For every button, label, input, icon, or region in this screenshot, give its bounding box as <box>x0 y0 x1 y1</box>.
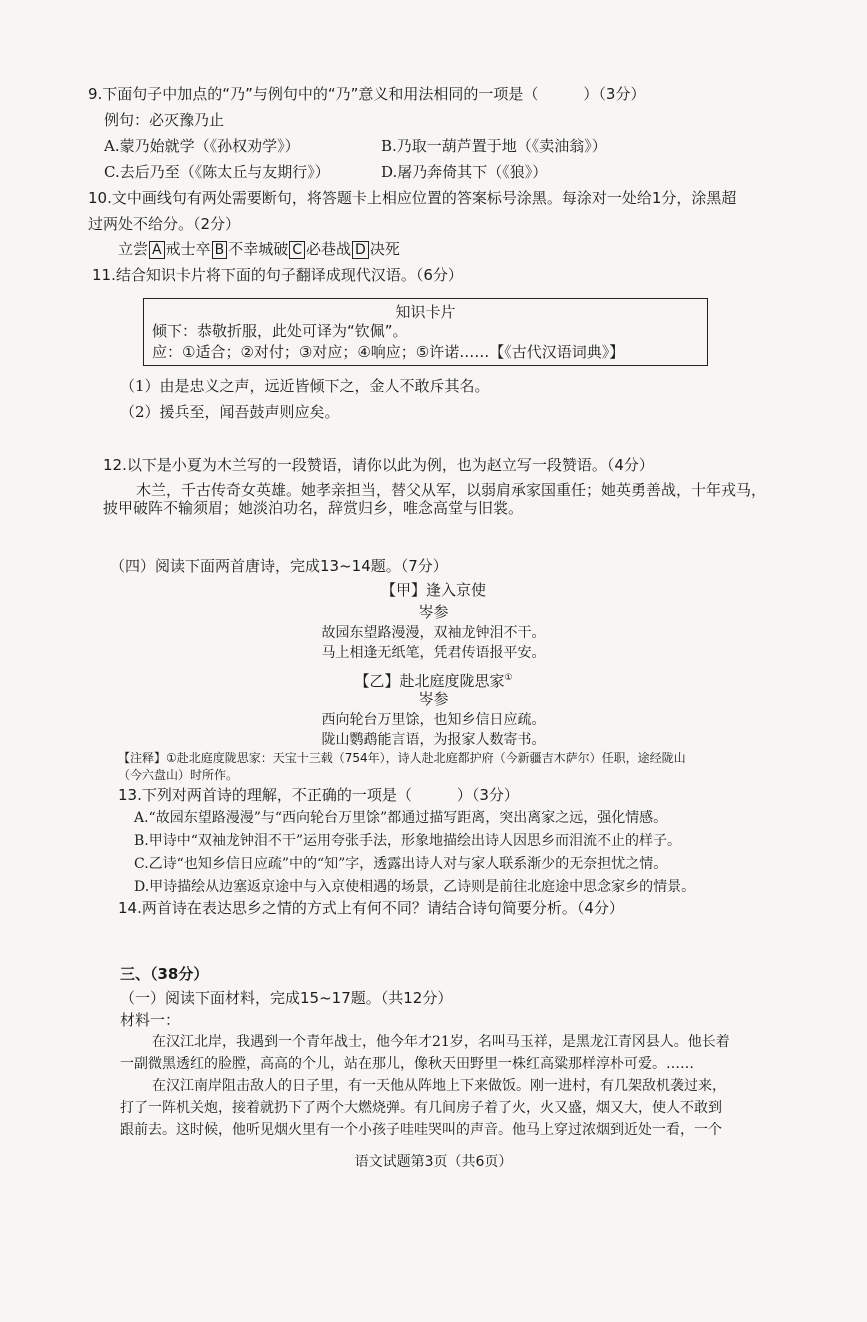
poem1-line-1: 故园东望路漫漫，双袖龙钟泪不干。 <box>321 625 546 641</box>
material-p1-line-1: 在汉江北岸，我遇到一个青年战士，他今年才21岁，名叫马玉祥，是黑龙江青冈县人。他长着 <box>152 1034 730 1050</box>
q13-option-b: B.甲诗中“双袖龙钟泪不干”运用夸张手法，形象地描绘出诗人因思乡而泪流不止的样子。 <box>134 833 682 849</box>
q10-seg-2: 不幸城破 <box>228 240 289 258</box>
poem2-note-mark: ① <box>504 673 513 683</box>
q10-stem-2: 过两处不给分。（2分） <box>88 215 241 233</box>
q12-stem: 12.以下是小夏为木兰写的一段赞语，请你以此为例，也为赵立写一段赞语。（4分） <box>103 456 654 474</box>
material-p1-line-2: 一副微黑透红的脸膛，高高的个儿，站在那儿，像秋天田野里一株红高粱那样淳朴可爱。…… <box>120 1056 694 1072</box>
part3-subheading: （一）阅读下面材料，完成15~17题。（共12分） <box>120 989 453 1007</box>
poem2-author: 岑参 <box>418 690 449 708</box>
q9-option-b: B.乃取一葫芦置于地（《卖油翁》） <box>381 137 607 155</box>
poem2-line-1: 西向轮台万里馀，也知乡信日应疏。 <box>321 712 546 728</box>
q11-item-2: （2）援兵至，闻吾鼓声则应矣。 <box>120 403 340 421</box>
q11-item-1: （1）由是忠义之声，远近皆倾下之，金人不敢斥其名。 <box>120 377 490 395</box>
material-p2-line-2: 打了一阵机关炮，接着就扔下了两个大燃烧弹。有几间房子着了火，火又盛，烟又大，使人不敢到 <box>120 1100 722 1116</box>
q9-example: 例句：必灭豫乃止 <box>104 111 225 129</box>
note-line-1: 【注释】①赴北庭度陇思家：天宝十三载（754年），诗人赴北庭都护府（今新疆吉木萨尔）任职，途经陇山 <box>118 751 686 765</box>
break-box-c[interactable]: C <box>289 241 305 259</box>
part4-heading: （四）阅读下面两首唐诗，完成13~14题。（7分） <box>110 557 448 575</box>
poem1-author: 岑参 <box>418 603 449 621</box>
q12-text-2: 披甲破阵不输须眉；她淡泊功名，辞赏归乡，唯念高堂与旧裳。 <box>103 499 524 517</box>
material-p2-line-3: 跟前去。这时候，他听见烟火里有一个小孩子哇哇哭叫的声音。他马上穿过浓烟到近处一看，一个 <box>120 1122 722 1138</box>
q10-seg-4: 决死 <box>369 240 400 258</box>
q13-option-c: C.乙诗“也知乡信日应疏”中的“知”字，透露出诗人对与家人联系渐少的无奈担忧之情。 <box>134 856 668 872</box>
q10-seg-3: 必巷战 <box>306 240 352 258</box>
part3-heading: 三、（38分） <box>120 965 209 983</box>
poem2-title: 【乙】赴北庭度陇思家 <box>354 672 505 690</box>
page-footer: 语文试题第3页（共6页） <box>354 1154 513 1170</box>
q9-option-a: A.蒙乃始就学（《孙权劝学》） <box>104 137 300 155</box>
knowledge-card-line-2: 应：①适合；②对付；③对应；④响应；⑤许诺……【《古代汉语词典》】 <box>152 343 625 361</box>
q9-option-c: C.去后乃至（《陈太丘与友期行》） <box>104 163 330 181</box>
knowledge-card <box>143 298 708 366</box>
q12-text-1: 木兰，千古传奇女英雄。她孝亲担当，替父从军，以弱肩承家国重任；她英勇善战，十年戎马， <box>136 481 767 499</box>
q13-option-d: D.甲诗描绘从边塞返京途中与入京使相遇的场景，乙诗则是前往北庭途中思念家乡的情景。 <box>134 879 696 895</box>
break-box-d[interactable]: D <box>352 241 369 259</box>
knowledge-card-line-1: 倾下：恭敬折服，此处可译为“钦佩”。 <box>152 322 408 340</box>
q14-stem: 14.两首诗在表达思乡之情的方式上有何不同？请结合诗句简要分析。（4分） <box>118 899 624 917</box>
break-box-a[interactable]: A <box>149 241 165 259</box>
q10-seg-0: 立尝 <box>118 240 149 258</box>
q10-stem-1: 10.文中画线句有两处需要断句，将答题卡上相应位置的答案标号涂黑。每涂对一处给1分，涂黑超 <box>88 189 737 207</box>
q13-option-a: A.“故园东望路漫漫”与“西向轮台万里馀”都通过描写距离，突出离家之远，强化情感。 <box>134 810 668 826</box>
poem2-line-2: 陇山鹦鹉能言语，为报家人数寄书。 <box>321 732 546 748</box>
poem2-title-wrap <box>0 668 867 691</box>
q10-seg-1: 戒士卒 <box>165 240 211 258</box>
material-p2-line-1: 在汉江南岸阻击敌人的日子里，有一天他从阵地上下来做饭。刚一进村，有几架敌机袭过来， <box>152 1078 726 1094</box>
knowledge-card-title: 知识卡片 <box>395 303 456 321</box>
poem1-line-2: 马上相逢无纸笔，凭君传语报平安。 <box>321 645 546 661</box>
q9-option-d: D.屠乃奔倚其下（《狼》） <box>381 163 548 181</box>
break-box-b[interactable]: B <box>212 241 228 259</box>
material-label: 材料一： <box>120 1011 181 1029</box>
q11-stem: 11.结合知识卡片将下面的句子翻译成现代汉语。（6分） <box>92 266 463 284</box>
poem1-title: 【甲】逢入京使 <box>380 581 486 599</box>
q9-stem: 9.下面句子中加点的“乃”与例句中的“乃”意义和用法相同的一项是（ ）（3分） <box>88 85 646 103</box>
note-line-2: （今六盘山）时所作。 <box>118 768 239 782</box>
q13-stem: 13.下列对两首诗的理解，不正确的一项是（ ）（3分） <box>118 786 519 804</box>
q10-sentence <box>118 239 400 259</box>
